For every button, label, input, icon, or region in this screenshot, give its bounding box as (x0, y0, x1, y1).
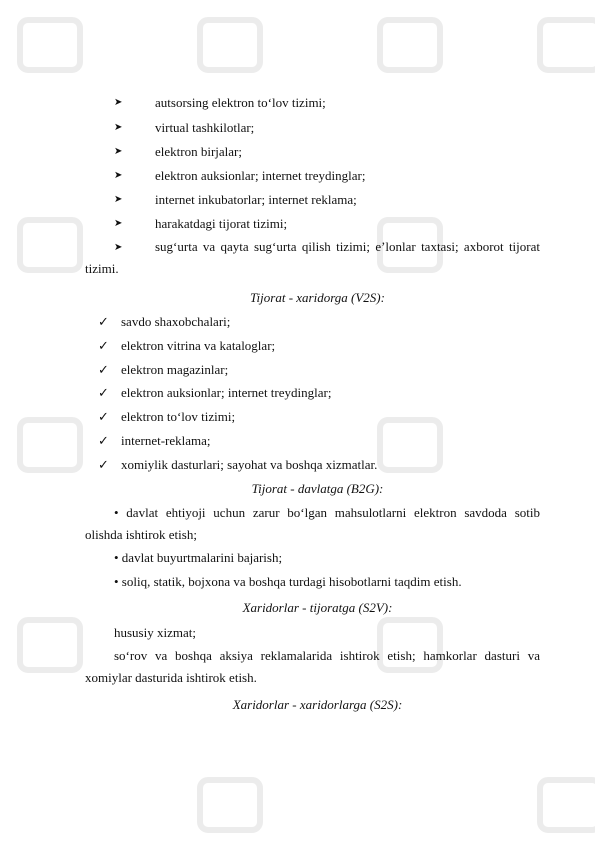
checkmark-icon: ✓ (98, 457, 109, 472)
arrow-right-icon: ➤ (114, 122, 123, 133)
checkmark-icon: ✓ (98, 385, 109, 400)
paragraph: hususiy xizmat; (114, 625, 196, 640)
arrow-right-icon: ➤ (114, 242, 123, 253)
arrow-right-icon: ➤ (114, 170, 123, 181)
list-item-text-wrapped: sug‘urta va qayta sug‘urta qilish tizimi; e’lonlar taxtasi; axborot tijorat tizimi. (85, 239, 540, 276)
paragraph: so‘rov va boshqa aksiya reklamalarida ishtirok etish; hamkorlar dasturi va xomiylar dasturida ishtirok etish. (85, 648, 540, 685)
checkmark-icon: ✓ (98, 314, 109, 329)
paragraph: • davlat buyurtmalarini bajarish; (114, 550, 283, 565)
checkmark-icon: ✓ (98, 409, 109, 424)
paragraph: • soliq, statik, bojxona va boshqa turdagi hisobotlarni taqdim etish. (114, 574, 462, 589)
checkmark-icon: ✓ (98, 433, 109, 448)
arrow-right-icon: ➤ (114, 97, 123, 108)
section-heading: Tijorat - xaridorga (V2S): (250, 290, 385, 305)
arrow-right-icon: ➤ (114, 194, 123, 205)
section-heading: Tijorat - davlatga (B2G): (251, 481, 384, 496)
arrow-right-icon: ➤ (114, 218, 123, 229)
section-heading: Xaridorlar - tijoratga (S2V): (242, 600, 393, 615)
arrow-right-icon: ➤ (114, 146, 123, 157)
checkmark-icon: ✓ (98, 338, 109, 353)
document-page: ➤ autsorsing elektron to‘lov tizimi; ➤ virtual tashkilotlar; ➤ elektron birjalar; ➤ elektron auksionlar; internet treydinglar; ➤ internet inkubatorlar; internet reklama; ➤ harakatdagi tijorat tizimi; ➤ sug‘urta va qayta sug‘urta qilish tizimi; e’lonlar taxtasi; axborot tijorat tizimi. Tijorat - xaridorga (V2S): ✓ savdo shaxobchalari; ✓ elektron vitrina va kataloglar; ✓ elektron magazinlar; ✓ elektron auksionlar; internet treydinglar; ✓ elektron to‘lov tizimi; ✓ internet-reklama; ✓ xomiylik dasturlari; sayohat va boshqa xizmatlar. Tijorat - davlatga (B2G): • davlat ehtiyoji uchun zarur bo‘lgan mahsulotlarni elektron savdoda sotib olishda ishtirok etish; • davlat buyurtmalarini bajarish; • soliq, statik, bojxona va boshqa turdagi hisobotlarni taqdim etish. Xaridorlar - tijoratga (S2V): hususiy xizmat; so‘rov va boshqa aksiya reklamalarida ishtirok etish; hamkorlar dasturi va xomiylar dasturida ishtirok etish. Xaridorlar - xaridorlarga (S2S): (0, 0, 595, 842)
paragraph: • davlat ehtiyoji uchun zarur bo‘lgan mahsulotlarni elektron savdoda sotib olishda ishtirok etish; (85, 505, 540, 542)
section-heading: Xaridorlar - xaridorlarga (S2S): (232, 697, 403, 712)
checkmark-icon: ✓ (98, 362, 109, 377)
